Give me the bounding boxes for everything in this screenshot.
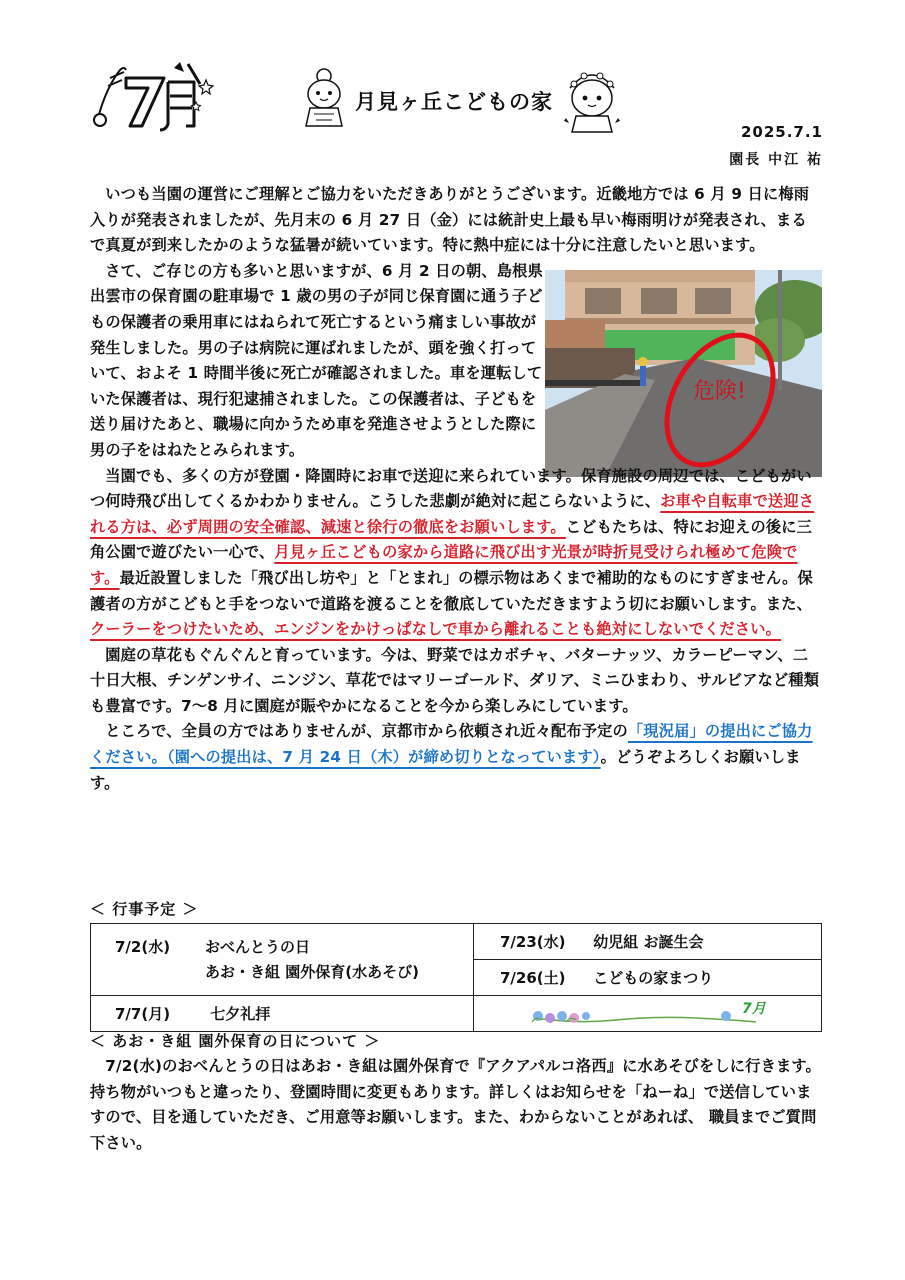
paragraph-weather: いつも当園の運営にご理解とご協力をいただきありがとうございます。近畿地方では 6 月 9 日に梅雨入りが発表されましたが、先月末の 6 月 27 日（金）には統計史上最も早い梅雨明けが発表され、まるで真夏が到来したかのような猛暑が続いています。特に熱中症には十分に注意したいと思います。 xyxy=(90,185,810,255)
safety-warning-3: クーラーをつけたいため、エンジンをかけっぱなしで車から離れることも絶対にしないでください。 xyxy=(90,620,782,639)
documents-notice: 「現況届」の提出にご協力ください。（園への提出は、7 月 24 日（木）が締め切りとなっています） xyxy=(90,722,813,767)
girl-mascot-icon xyxy=(560,66,624,134)
outing-heading: ＜ あお・き組 園外保育の日について ＞ xyxy=(90,1032,381,1050)
schedule-date: 7/7(月) xyxy=(115,1005,171,1023)
principal-name: 園長 中江 祐 xyxy=(729,152,823,168)
issue-date: 2025.7.1 xyxy=(740,123,823,141)
safety-text-2: こどもたちは、特にお迎えの後に三角公園で遊びたい一心で、 xyxy=(90,517,812,562)
morning-glory-vine-icon xyxy=(526,998,766,1028)
schedule-date: 7/2(水) xyxy=(115,937,171,956)
safety-warning-1: お車や自転車で送迎される方は、必ず周囲の安全確認、減速と徐行の徹底をお願いします。 xyxy=(90,492,815,536)
schedule-date: 7/26(土) xyxy=(500,969,566,987)
photo-danger-label: 危険! xyxy=(693,379,746,404)
month-logo xyxy=(88,58,218,134)
schedule-event: 幼児組 お誕生会 xyxy=(593,933,704,951)
schedule-cell-7-26 xyxy=(474,960,822,996)
child-mascot-icon xyxy=(296,66,352,130)
schedule-cell-7-2 xyxy=(91,924,474,996)
schedule-event: あお・き組 園外保育(水あそび) xyxy=(205,962,419,981)
schedule-cell-7-7 xyxy=(91,996,474,1032)
decoration-month-label: 7月 xyxy=(742,1001,766,1017)
safety-warning-2: 月見ヶ丘こどもの家から道路に飛び出す光景が時折見受けられ極めて危険です。 xyxy=(90,543,798,587)
schedule-table xyxy=(90,923,822,1032)
month-logo-art xyxy=(88,58,218,134)
letter-body xyxy=(90,182,822,796)
documents-text-1: ところで、全員の方ではありませんが、京都市から依頼され近々配布予定の xyxy=(105,722,628,741)
safety-text-1: 当園でも、多くの方が登園・降園時にお車で送迎に来られています。保育施設の周辺では、こどもがいつ何時飛び出してくるかわかりません。こうした悲劇が絶対に起こらないように、 xyxy=(90,466,812,511)
safety-text-3: 最近設置しました「飛び出し坊や」と「とまれ」の標示物はあくまで補助的なものにすぎません。保護者の方がこどもと手をつないで道路を渡ることを徹底していただきますよう切にお願いします。また、 xyxy=(90,568,813,613)
paragraph-documents xyxy=(90,719,822,796)
outing-body xyxy=(90,1054,822,1156)
schedule-decoration-cell xyxy=(474,996,822,1032)
paragraph-safety xyxy=(90,464,822,643)
schedule-event: こどもの家まつり xyxy=(593,969,714,987)
schedule-date: 7/23(水) xyxy=(500,933,566,951)
schedule-event: 七夕礼拝 xyxy=(210,1005,271,1023)
documents-text-2: 。どうぞよろしくお願いします。 xyxy=(90,748,801,792)
schedule-cell-7-23 xyxy=(474,924,822,960)
paragraph-outing: 7/2(水)のおべんとうの日はあお・き組は園外保育で『アクアパルコ洛西』に水あそびをしに行きます。持ち物がいつもと違ったり、登園時間に変更もあります。詳しくはお知らせを「ねーね」で送信していますので、目を通していただき、ご用意等お願いします。また、わからないことがあれば、 職員までご質問下さい。 xyxy=(90,1057,821,1152)
school-name: 月見ヶ丘こどもの家 xyxy=(355,90,553,114)
paragraph-accident: さて、ご存じの方も多いと思いますが、6 月 2 日の朝、島根県出雲市の保育園の駐車場で 1 歳の男の子が同じ保育園に通う子どもの保護者の乗用車にはねられて死亡するという痛ましい事故が発生しました。男の子は病院に運ばれましたが、頭を強く打っていて、およそ 1 時間半後に死亡が確認されました。車を運転していた保護者は、現行犯逮捕されました。この保護者は、子どもを送り届けたあと、職場に向かうため車を発進させようとした際に男の子をはねたとみられます。 xyxy=(90,261,543,459)
schedule-event: おべんとうの日 xyxy=(205,937,311,956)
paragraph-garden: 園庭の草花もぐんぐんと育っています。今は、野菜ではカボチャ、バターナッツ、カラーピーマン、二十日大根、チンゲンサイ、ニンジン、草花ではマリーゴールド、ダリア、ミニひまわり、サルビアなど種類も豊富です。7～8 月に園庭が賑やかになることを今から楽しみにしています。 xyxy=(90,645,820,715)
schedule-heading: ＜ 行事予定 ＞ xyxy=(90,900,199,918)
